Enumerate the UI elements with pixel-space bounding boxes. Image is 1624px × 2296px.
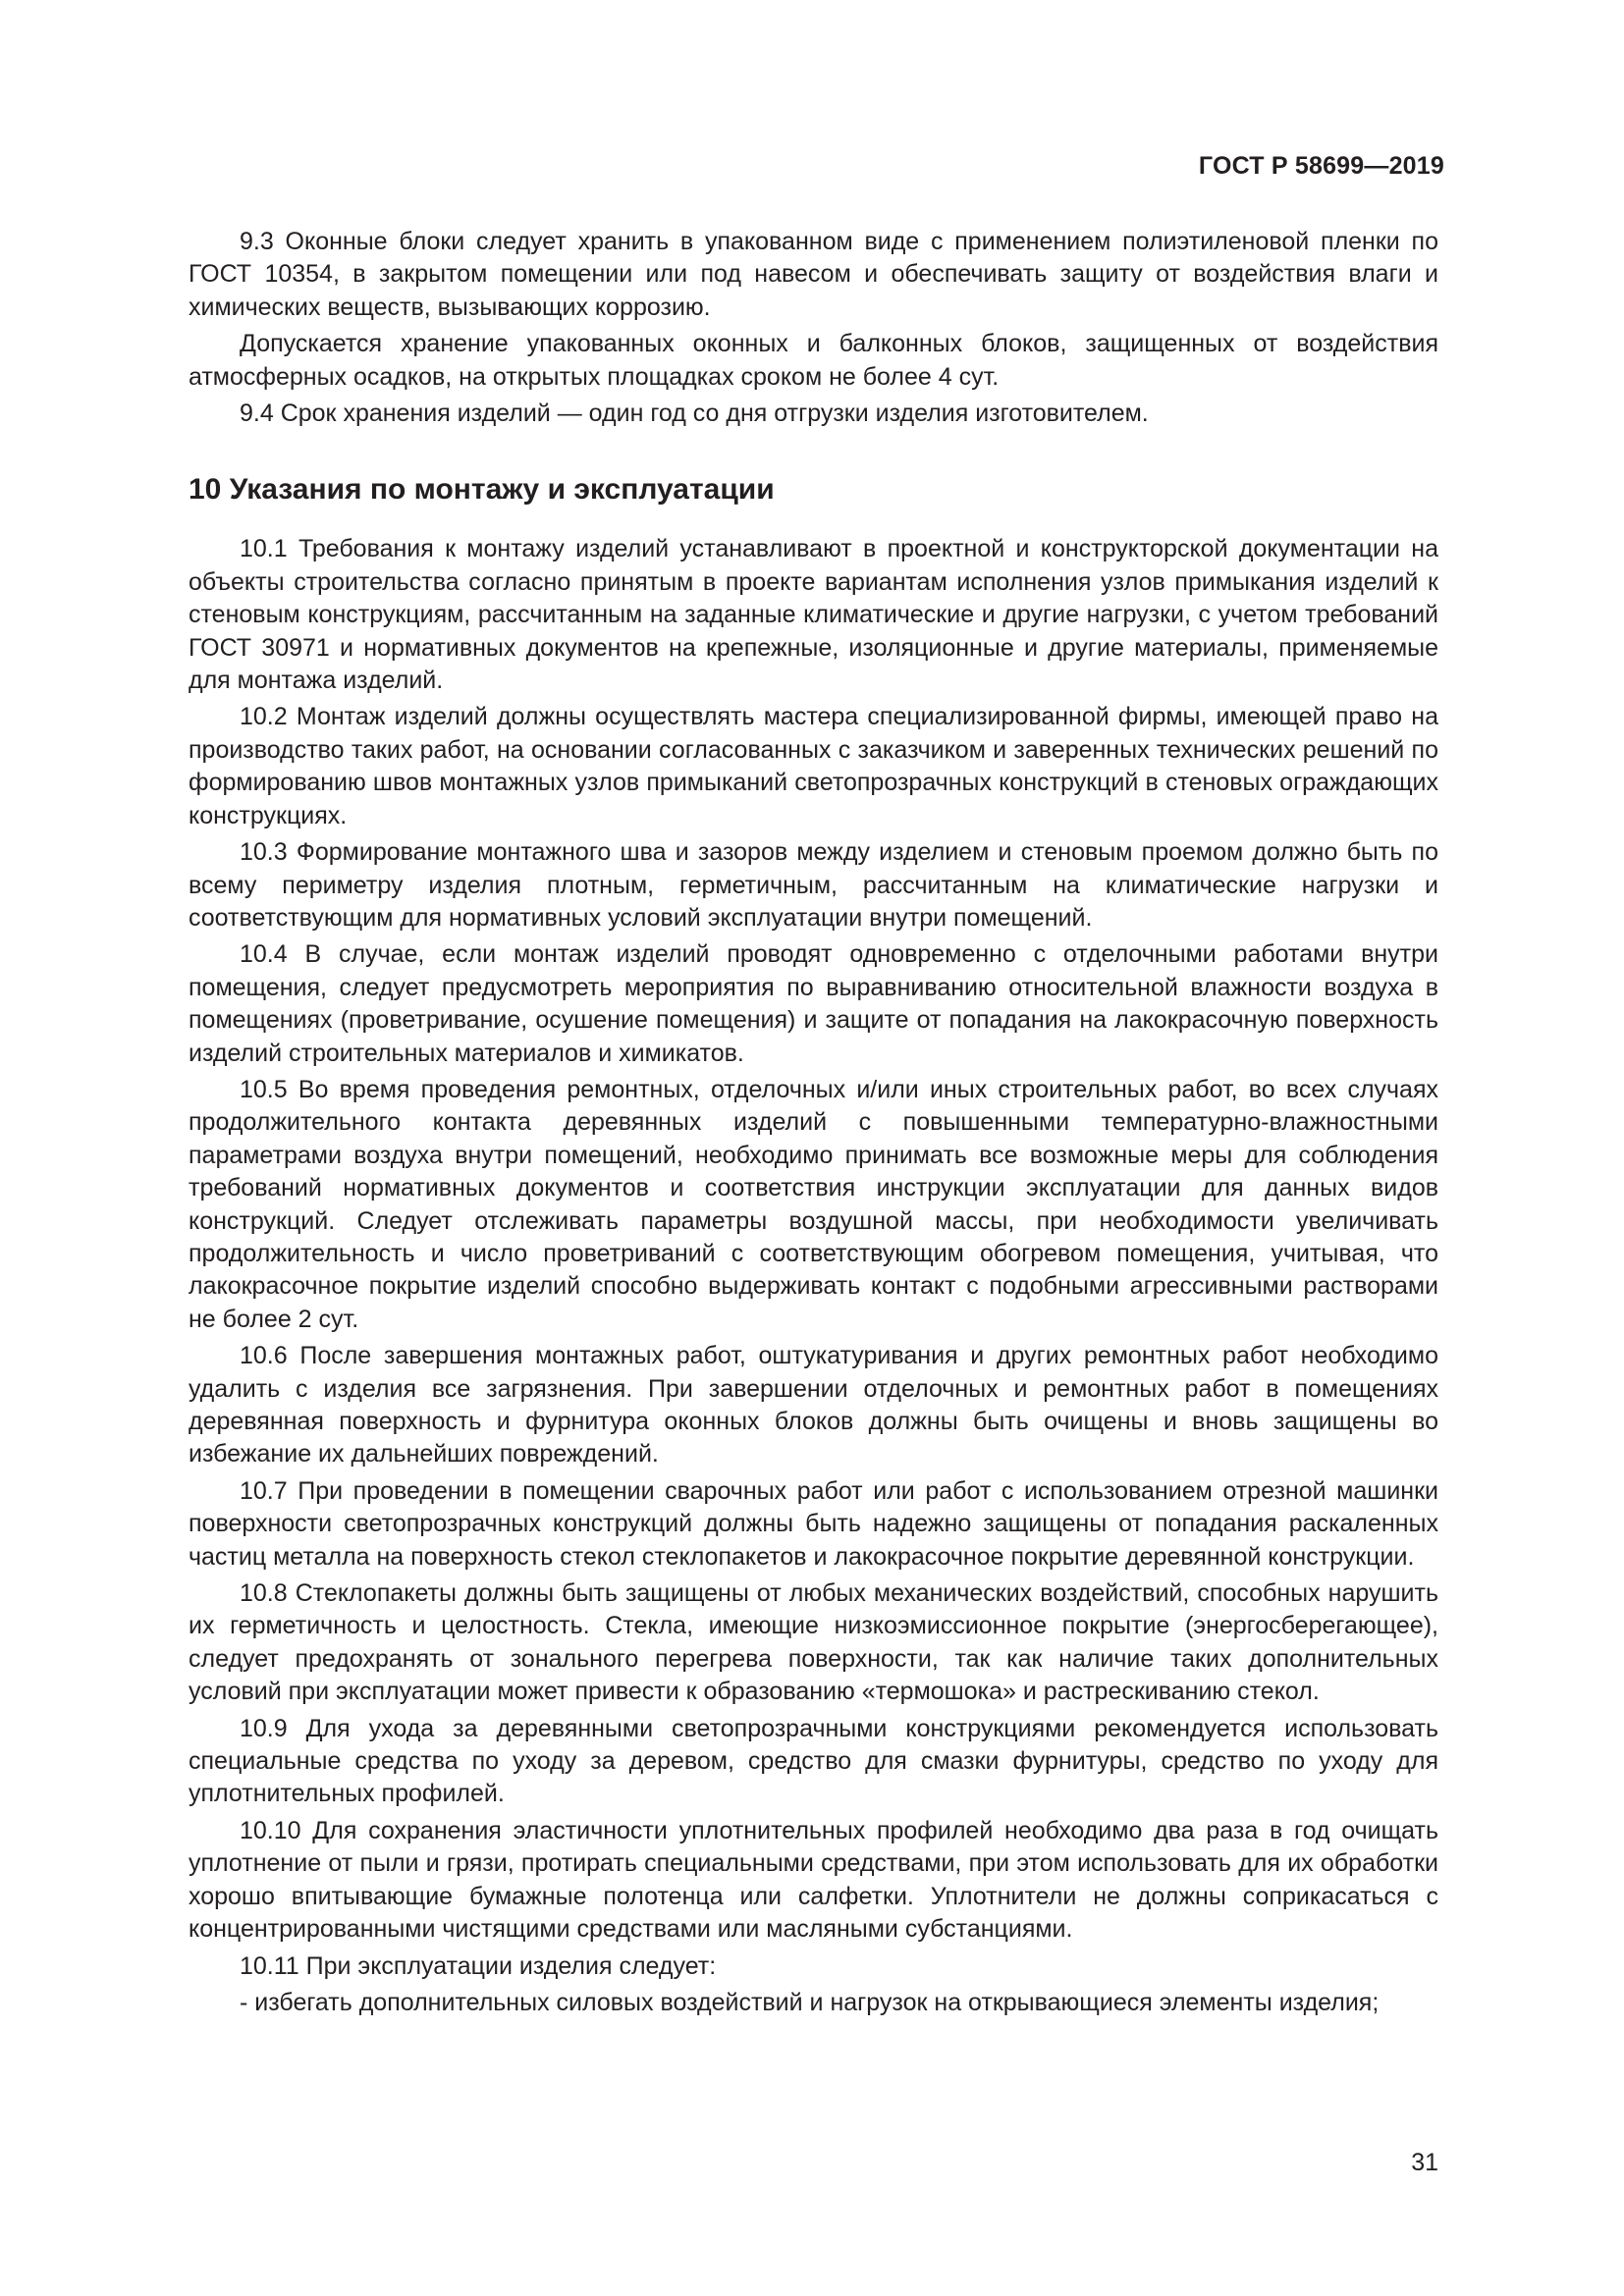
paragraph-10-3: 10.3 Формирование монтажного шва и зазоров между изделием и стеновым проемом должно быть по всему периметру изделия плотным, герметичным, рассчитанным на климатические нагрузки и соответствующим для нормативных условий эксплуатации внутри помещений.	[189, 838, 1438, 932]
paragraph-10-2: 10.2 Монтаж изделий должны осуществлять мастера специализированной фирмы, имеющей право на производство таких работ, на основании согласованных с заказчиком и заверенных технических решений по формированию швов монтажных узлов примыканий светопрозрачных конструкций в стеновых ограждающих конструкциях.	[189, 703, 1438, 829]
page-number: 31	[1411, 2149, 1438, 2176]
paragraph-10-5: 10.5 Во время проведения ремонтных, отделочных и/или иных строительных работ, во всех случаях продолжительного контакта деревянных изделий с повышенными температурно-влажностными параметрами воздуха внутри помещений, необходимо принимать все возможные меры для соблюдения требований нормативных документов и соответствия инструкции эксплуатации для данных видов конструкций. Следует отслеживать параметры воздушной массы, при необходимости увеличивать продолжительность и число проветриваний с соответствующим обогревом помещения, учитывая, что лакокрасочное покрытие изделий способно выдерживать контакт с подобными агрессивными растворами не более 2 сут.	[189, 1075, 1438, 1333]
document-body	[189, 226, 1438, 2023]
paragraph-10-6: 10.6 После завершения монтажных работ, оштукатуривания и других ремонтных работ необходимо удалить с изделия все загрязнения. При завершении отделочных и ремонтных работ в помещениях деревянная поверхность и фурнитура оконных блоков должны быть очищены и вновь защищены во избежание их дальнейших повреждений.	[189, 1342, 1438, 1468]
paragraph-10-1: 10.1 Требования к монтажу изделий устанавливают в проектной и конструкторской документации на объекты строительства согласно принятым в проекте вариантам исполнения узлов примыкания изделий к стеновым конструкциям, рассчитанным на заданные климатические и другие нагрузки, с учетом требований ГОСТ 30971 и нормативных документов на крепежные, изоляционные и другие материалы, применяемые для монтажа изделий.	[189, 535, 1438, 695]
paragraph-9-4: 9.4 Срок хранения изделий — один год со дня отгрузки изделия изготовителем.	[240, 400, 1149, 428]
paragraph-9-3: 9.3 Оконные блоки следует хранить в упакованном виде с применением полиэтиленовой пленки по ГОСТ 10354, в закрытом помещении или под навесом и обеспечивать защиту от воздействия влаги и химических веществ, вызывающих коррозию.	[189, 228, 1438, 321]
list-item: - избегать дополнительных силовых воздействий и нагрузок на открывающиеся элементы изделия;	[240, 1988, 1380, 2016]
document-code: ГОСТ Р 58699—2019	[1198, 152, 1444, 180]
paragraph-10-7: 10.7 При проведении в помещении сварочных работ или работ с использованием отрезной машинки поверхности светопрозрачных конструкций должны быть надежно защищены от попадания раскаленных частиц металла на поверхность стекол стеклопакетов и лакокрасочное покрытие деревянной конструкции.	[189, 1476, 1438, 1571]
paragraph-10-8: 10.8 Стеклопакеты должны быть защищены от любых механических воздействий, способных нарушить их герметичность и целостность. Стекла, имеющие низкоэмиссионное покрытие (энергосберегающее), следует предохранять от зонального перегрева поверхности, так как наличие таких дополнительных условий при эксплуатации может привести к образованию «термошока» и растрескиванию стекол.	[189, 1579, 1438, 1706]
section-heading: 10 Указания по монтажу и эксплуатации	[189, 473, 775, 507]
paragraph-10-4: 10.4 В случае, если монтаж изделий проводят одновременно с отделочными работами внутри помещения, следует предусмотреть мероприятия по выравниванию относительной влажности воздуха в помещениях (проветривание, осушение помещения) и защите от попадания на лакокрасочную поверхность изделий строительных материалов и химикатов.	[189, 940, 1438, 1067]
paragraph-9-3-note: Допускается хранение упакованных оконных и балконных блоков, защищенных от воздействия атмосферных осадков, на открытых площадках сроком не более 4 сут.	[189, 330, 1438, 391]
paragraph-10-11: 10.11 При эксплуатации изделия следует:	[240, 1951, 717, 1980]
paragraph-10-10: 10.10 Для сохранения эластичности уплотнительных профилей необходимо два раза в год очищать уплотнение от пыли и грязи, протирать специальными средствами, при этом использовать для их обработки хорошо впитывающие бумажные полотенца или салфетки. Уплотнители не должны соприкасаться с концентрированными чистящими средствами или масляными субстанциями.	[189, 1816, 1438, 1944]
paragraph-10-9: 10.9 Для ухода за деревянными светопрозрачными конструкциями рекомендуется использовать специальные средства по уходу за деревом, средство для смазки фурнитуры, средство по уходу для уплотнительных профилей.	[189, 1714, 1438, 1808]
